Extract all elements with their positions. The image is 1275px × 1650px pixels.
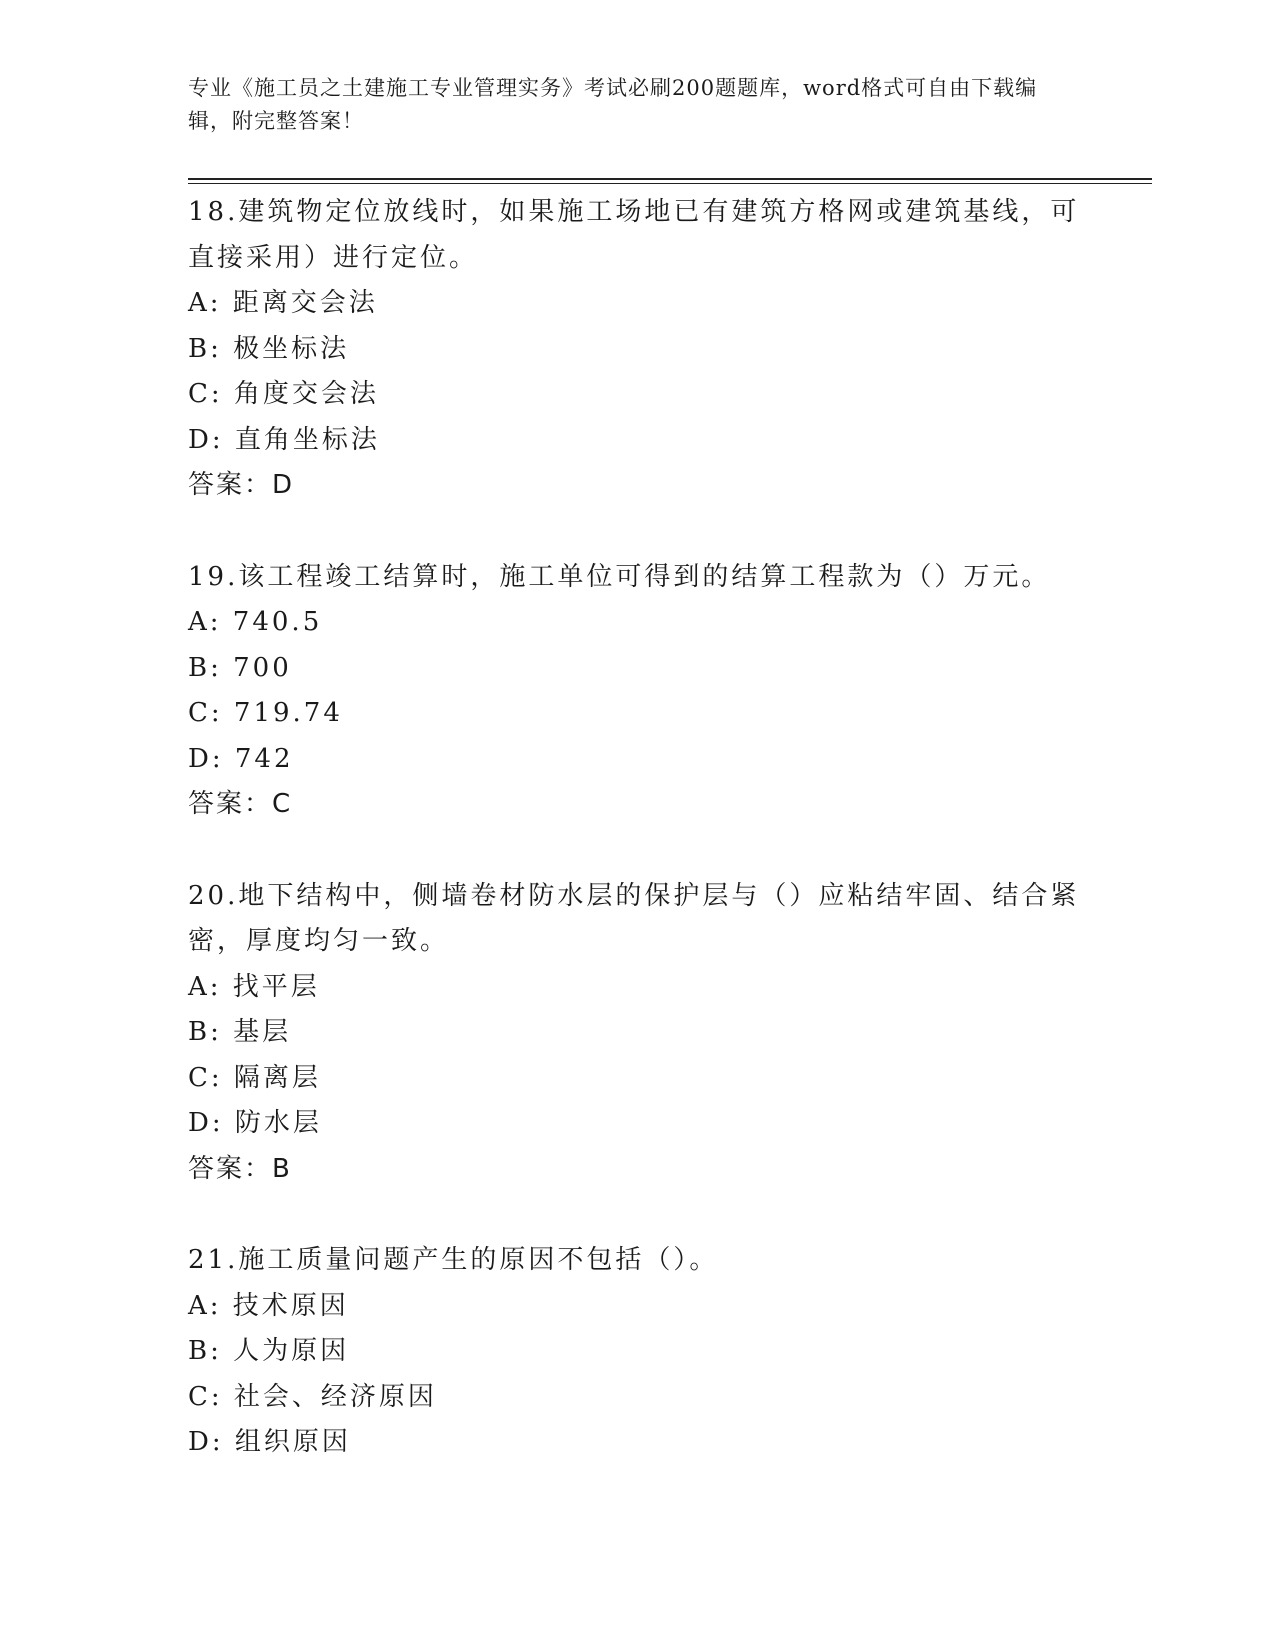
option-c: C: 719.74 [188,698,343,728]
question-list [188,190,1088,1512]
header-rule-thick [188,178,1152,180]
answer-line: 答案：D [188,470,295,500]
question-text: 21.施工质量问题产生的原因不包括（）。 [188,1245,719,1275]
option-d: D: 742 [188,743,294,774]
option-d: D: 防水层 [188,1108,322,1138]
option-c: C: 角度交会法 [188,379,379,409]
option-a: A: 距离交会法 [188,288,378,318]
question-20 [188,874,1088,1193]
option-b: B: 基层 [188,1017,292,1047]
question-21 [188,1238,1088,1466]
question-text: 19.该工程竣工结算时，施工单位可得到的结算工程款为（）万元。 [188,561,1051,592]
answer-line: 答案：C [188,789,293,819]
option-d: D: 组织原因 [188,1427,351,1457]
option-a: A: 740.5 [188,607,323,637]
question-text: 20.地下结构中，侧墙卷材防水层的保护层与（）应粘结牢固、结合紧密，厚度均匀一致。 [188,880,1080,956]
option-b: B: 极坐标法 [188,333,350,364]
option-b: B: 人为原因 [188,1336,350,1366]
option-b: B: 700 [188,652,292,683]
question-19 [188,555,1088,828]
option-c: C: 社会、经济原因 [188,1381,437,1412]
option-c: C: 隔离层 [188,1062,321,1093]
question-18 [188,190,1088,509]
question-text: 18.建筑物定位放线时，如果施工场地已有建筑方格网或建筑基线，可直接采用）进行定位。 [188,197,1080,273]
document-header: 专业《施工员之土建施工专业管理实务》考试必刷200题题库，word格式可自由下载编辑，附完整答案！ [188,76,1038,133]
option-a: A: 技术原因 [188,1290,349,1321]
answer-line: 答案：B [188,1153,292,1184]
option-a: A: 找平层 [188,971,320,1002]
header-rule-thin [188,183,1152,184]
option-d: D: 直角坐标法 [188,424,380,455]
